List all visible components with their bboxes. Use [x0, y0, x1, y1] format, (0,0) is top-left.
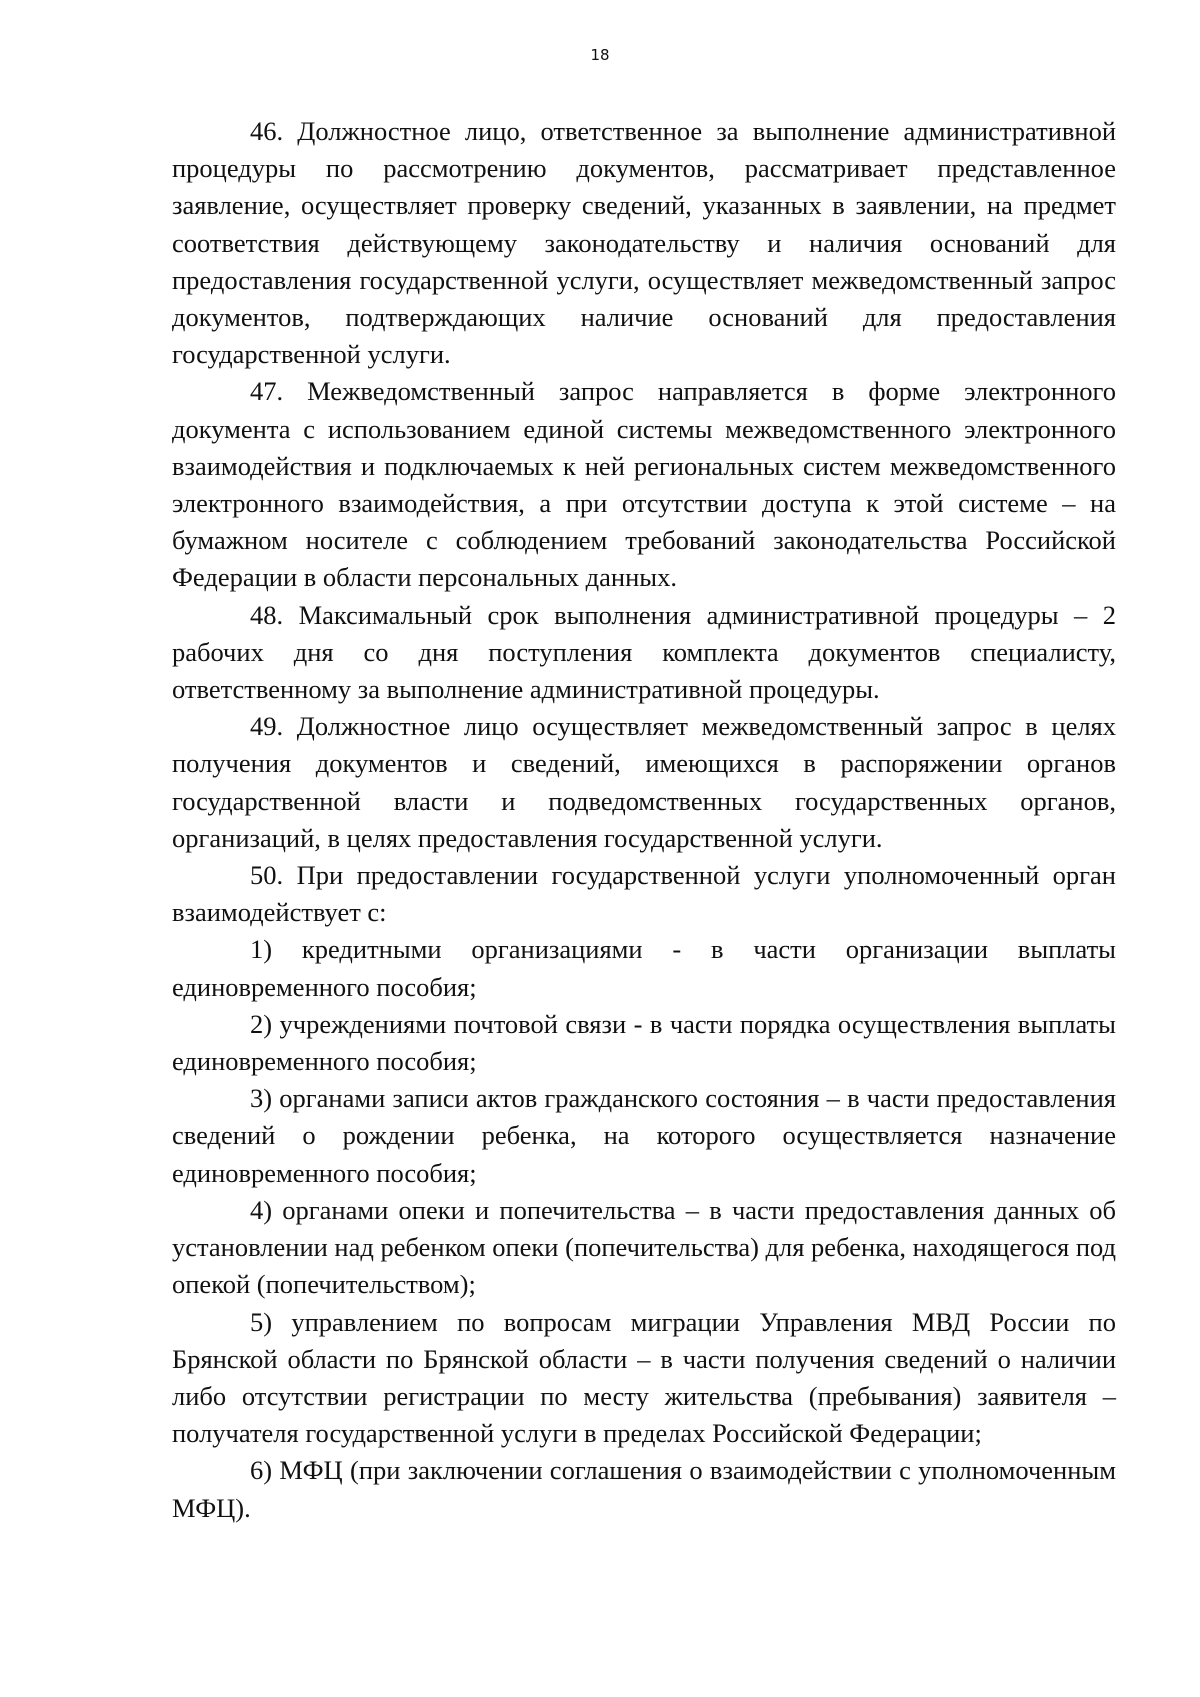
- list-item-5: 5) управлением по вопросам миграции Управления МВД России по Брянской области по Брянской области – в части получения сведений о наличии либо отсутствии регистрации по месту жительства (пребывания) заявителя – получателя государственной услуги в пределах Российской Федерации;: [172, 1306, 1116, 1449]
- paragraph-49: 49. Должностное лицо осуществляет межведомственный запрос в целях получения документов и сведений, имеющихся в распоряжении органов государственной власти и подведомственных государственных органов, организаций, в целях предоставления государственной услуги.: [172, 711, 1116, 853]
- page-number: 18: [590, 46, 610, 64]
- paragraph-46: 46. Должностное лицо, ответственное за выполнение административной процедуры по рассмотрению документов, рассматривает представленное заявление, осуществляет проверку сведений, указанных в заявлении, на предмет соответствия действующему законодательству и наличия оснований для предоставления государственной услуги, осуществляет межведомственный запрос документов, подтверждающих наличие оснований для предоставления государственной услуги.: [172, 116, 1116, 370]
- list-item-1: 1) кредитными организациями - в части организации выплаты единовременного пособия;: [172, 934, 1116, 1002]
- list-item-3: 3) органами записи актов гражданского состояния – в части предоставления сведений о рождении ребенка, на которого осуществляется назначение единовременного пособия;: [172, 1083, 1116, 1188]
- list-item-4: 4) органами опеки и попечительства – в части предоставления данных об установлении над ребенком опеки (попечительства) для ребенка, находящегося под опекой (попечительством);: [172, 1194, 1116, 1300]
- paragraph-47: 47. Межведомственный запрос направляется в форме электронного документа с использованием единой системы межведомственного электронного взаимодействия и подключаемых к ней региональных систем межведомственного электронного взаимодействия, а при отсутствии доступа к этой системе – на бумажном носителе с соблюдением требований законодательства Российской Федерации в области персональных данных.: [172, 376, 1116, 593]
- list-item-2: 2) учреждениями почтовой связи - в части порядка осуществления выплаты единовременного пособия;: [172, 1008, 1116, 1077]
- document-body: [172, 113, 1116, 1527]
- list-item-6: 6) МФЦ (при заключении соглашения о взаимодействии с уполномоченным МФЦ).: [172, 1455, 1116, 1523]
- paragraph-48: 48. Максимальный срок выполнения административной процедуры – 2 рабочих дня со дня поступления комплекта документов специалисту, ответственному за выполнение административной процедуры.: [172, 599, 1116, 705]
- paragraph-50: 50. При предоставлении государственной услуги уполномоченный орган взаимодействует с:: [172, 860, 1116, 928]
